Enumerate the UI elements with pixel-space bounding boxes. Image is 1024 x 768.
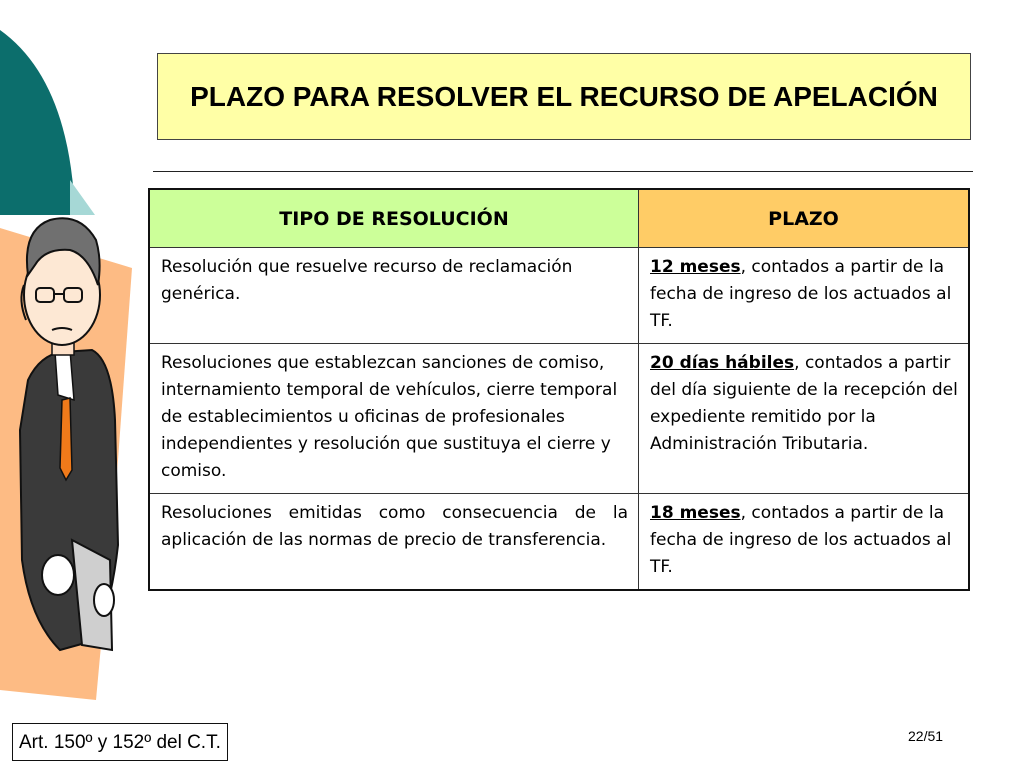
table-row — [149, 248, 969, 344]
light-teal-shape — [70, 180, 95, 215]
appeal-deadline-table — [148, 188, 970, 591]
table-header-row — [149, 189, 969, 248]
plazo-highlight: 20 días hábiles — [650, 353, 795, 373]
plazo-highlight: 18 meses — [650, 503, 741, 523]
cell-plazo — [639, 494, 970, 591]
plazo-text: , contados a partir de la fecha de ingreso de los actuados al TF. — [650, 503, 952, 577]
header-tipo: TIPO DE RESOLUCIÓN — [149, 189, 639, 248]
businessman-illustration — [0, 0, 140, 700]
table-row — [149, 494, 969, 591]
title-divider — [153, 171, 973, 172]
plazo-highlight: 12 meses — [650, 257, 741, 277]
cell-tipo: Resoluciones emitidas como consecuencia de la aplicación de las normas de precio de transferencia. — [149, 494, 639, 591]
cell-plazo — [639, 344, 970, 494]
shirt — [55, 350, 74, 400]
teal-shape — [0, 30, 75, 215]
tie-icon — [60, 398, 72, 480]
slide-title-box — [157, 53, 971, 140]
page-number: 22/51 — [908, 728, 944, 744]
header-plazo: PLAZO — [639, 189, 970, 248]
cell-tipo: Resolución que resuelve recurso de reclamación genérica. — [149, 248, 639, 344]
plazo-text: , contados a partir del día siguiente de la recepción del expediente remitido por la Administración Tributaria. — [650, 353, 958, 454]
slide-title: PLAZO PARA RESOLVER EL RECURSO DE APELACIÓN — [190, 81, 938, 112]
legal-citation: Art. 150º y 152º del C.T. — [12, 723, 228, 761]
table-row — [149, 344, 969, 494]
cell-plazo — [639, 248, 970, 344]
cell-tipo: Resoluciones que establezcan sanciones de comiso, internamiento temporal de vehículos, cierre temporal de establecimientos u oficinas de profesionales independientes y resolución que sustituya el cierre y comiso. — [149, 344, 639, 494]
plazo-text: , contados a partir de la fecha de ingreso de los actuados al TF. — [650, 257, 952, 331]
